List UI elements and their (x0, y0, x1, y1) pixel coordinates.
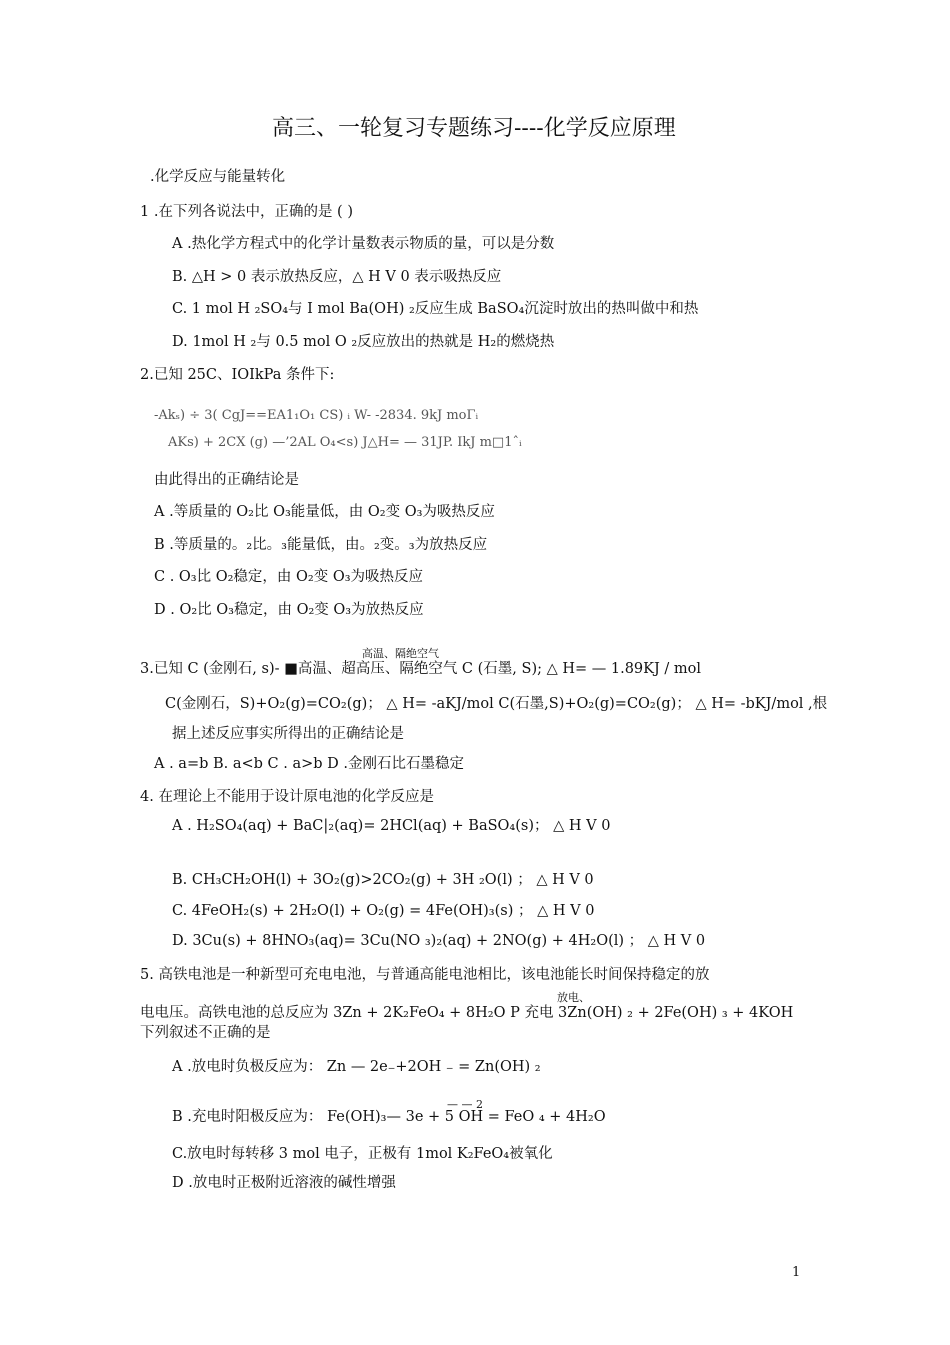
q2-equation-2: AKs) + 2CX (g) —’2AL O₄<s) J△H= — 31JP. IkJ m□1ˆᵢ (168, 435, 522, 450)
q4-option-c: C. 4FeOH₂(s) + 2H₂O(l) + O₂(g) = 4Fe(OH)₃(s) ； △ H V 0 (172, 903, 595, 919)
q1-stem: 1 .在下列各说法中，正确的是 ( ) (140, 204, 353, 220)
q5-option-b: B .充电时阳极反应为： Fe(OH)₃— 3e + 5 OH = FeO ₄ + 4H₂O (172, 1109, 606, 1125)
q3-condition-top: 高温、隔绝空气 (362, 647, 439, 660)
q2-option-d: D . O₂比 O₃稳定，由 O₂变 O₃为放热反应 (154, 602, 424, 618)
q2-option-b: B .等质量的。₂比。₃能量低，由。₂变。₃为放热反应 (154, 537, 488, 553)
q1-option-b: B. △H > 0 表示放热反应，△ H V 0 表示吸热反应 (172, 269, 502, 285)
q2-option-c: C . O₃比 O₂稳定，由 O₂变 O₃为吸热反应 (154, 569, 424, 585)
q5-option-c: C.放电时每转移 3 mol 电子，正极有 1mol K₂FeO₄被氧化 (172, 1146, 553, 1162)
q5-option-b-superscript: — — 2 (447, 1098, 483, 1111)
section-heading: .化学反应与能量转化 (150, 169, 286, 185)
q5-discharge-label: 放电、 (557, 991, 590, 1004)
q4-stem: 4. 在理论上不能用于设计原电池的化学反应是 (140, 789, 434, 805)
q2-stem: 2.已知 25C、IOIkPa 条件下: (140, 367, 335, 383)
q1-option-c: C. 1 mol H ₂SO₄与 I mol Ba(OH) ₂反应生成 BaSO₄沉淀时放出的热叫做中和热 (172, 301, 699, 317)
q5-line-3: 下列叙述不正确的是 (140, 1025, 271, 1041)
q4-option-d: D. 3Cu(s) + 8HNO₃(aq)= 3Cu(NO ₃)₂(aq) + 2NO(g) + 4H₂O(l) ； △ H V 0 (172, 933, 706, 949)
q2-lead: 由此得出的正确结论是 (154, 472, 299, 488)
q3-line-1: 3.已知 C (金刚石, s)- ■高温、超高压、隔绝空气 C (石墨, S); △ H= — 1.89KJ / mol (140, 661, 702, 677)
q2-equation-1: -Akₛ) ÷ 3( CgJ==EA1₁O₁ CS) ᵢ W- -2834. 9kJ moΓᵢ (154, 408, 479, 423)
page-title: 高三、一轮复习专题练习----化学反应原理 (272, 116, 676, 141)
q5-option-d: D .放电时正极附近溶液的碱性增强 (172, 1175, 396, 1191)
q4-option-a: A . H₂SO₄(aq) + BaC|₂(aq)= 2HCl(aq) + BaSO₄(s)； △ H V 0 (172, 818, 611, 834)
q5-line-2: 电电压。高铁电池的总反应为 3Zn + 2K₂FeO₄ + 8H₂O P 充电 3Zn(OH) ₂ + 2Fe(OH) ₃ + 4KOH (140, 1005, 794, 1021)
q4-option-b: B. CH₃CH₂OH(l) + 3O₂(g)>2CO₂(g) + 3H ₂O(l) ； △ H V 0 (172, 872, 594, 888)
q3-line-3: 据上述反应事实所得出的正确结论是 (172, 726, 404, 742)
q2-option-a: A .等质量的 O₂比 O₃能量低，由 O₂变 O₃为吸热反应 (154, 504, 495, 520)
q1-option-d: D. 1mol H ₂与 0.5 mol O ₂反应放出的热就是 H₂的燃烧热 (172, 334, 555, 350)
page-number: 1 (792, 1265, 801, 1280)
q1-option-a: A .热化学方程式中的化学计量数表示物质的量，可以是分数 (172, 236, 555, 252)
q3-line-2: C(金刚石，S)+O₂(g)=CO₂(g)； △ H= -aKJ/mol C(石墨,S)+O₂(g)=CO₂(g)； △ H= -bKJ/mol ,根 (165, 696, 828, 712)
q5-stem: 5. 高铁电池是一种新型可充电电池，与普通高能电池相比，该电池能长时间保持稳定的放 (140, 967, 710, 983)
q3-options: A . a=b B. a<b C . a>b D .金刚石比石墨稳定 (154, 756, 464, 772)
q5-option-a: A .放电时负极反应为： Zn — 2e₋+2OH ₋ = Zn(OH) ₂ (172, 1059, 541, 1075)
